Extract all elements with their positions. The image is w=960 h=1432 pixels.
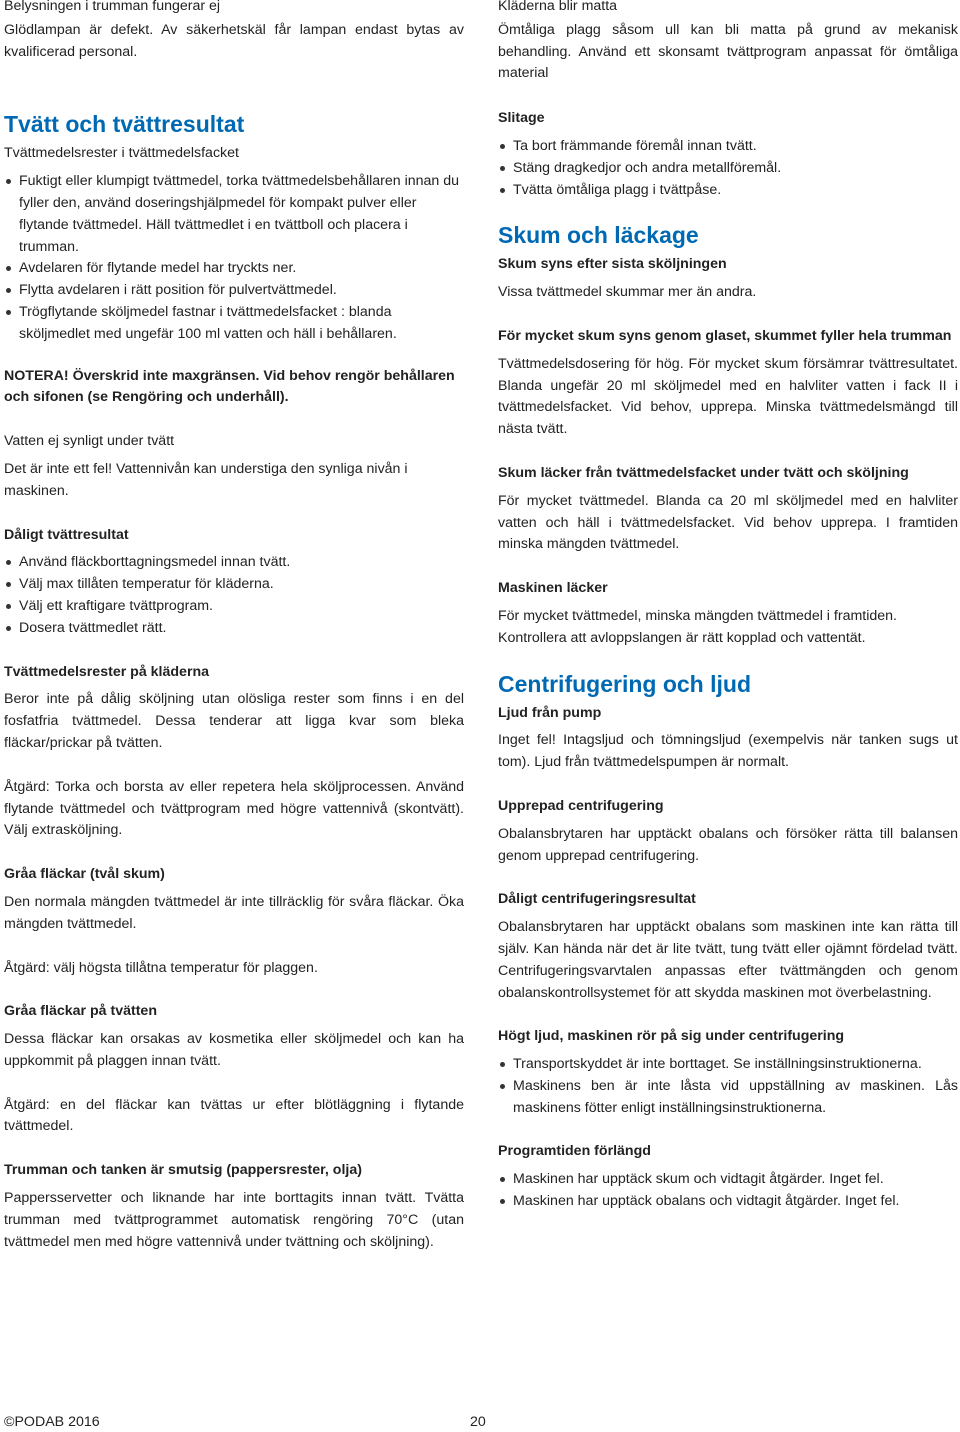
poor-spin-text: Obalansbrytaren har upptäckt obalans som maskinen inte kan rätta till själv. Kan hända när det är lite tvätt, tung tvätt eller ojämnt fördelad tvätt. Centrifugeringsvarvtalen anpassas efter tvättmängden och genom obalanskontrollsystemet för att skydda maskinen mot överbelastning.	[498, 919, 958, 1001]
list-item: Tvätta ömtåliga plagg i tvättpåse.	[498, 180, 958, 202]
page-number: 20	[470, 1414, 486, 1430]
machine-leak-heading: Maskinen läcker	[498, 580, 608, 597]
lamp-text: Glödlampan är defekt. Av säkerhetskäl får lampan endast bytas av kvalificerad personal.	[4, 21, 464, 60]
list-item: Maskinens ben är inte låsta vid uppställning av maskinen. Lås maskinens fötter enligt inställningsinstruktionerna.	[498, 1076, 958, 1120]
list-item: Maskinen har upptäck obalans och vidtagit åtgärder. Inget fel.	[498, 1191, 958, 1213]
poor-result-list	[4, 552, 464, 639]
detergent-residue-list	[4, 171, 464, 345]
repeat-spin-heading: Upprepad centrifugering	[498, 797, 664, 814]
list-item: Välj max tillåten temperatur för kläderna.	[4, 574, 464, 596]
list-item: Välj ett kraftigare tvättprogram.	[4, 596, 464, 618]
machine-leak-text: För mycket tvättmedel, minska mängden tvättmedel i framtiden. Kontrollera att avloppslangen är rätt kopplad och vattentät.	[498, 607, 897, 646]
wear-heading: Slitage	[498, 110, 545, 127]
list-item: Fuktigt eller klumpigt tvättmedel, torka tvättmedelsbehållaren innan du fyller den, använd doseringshjälpmedel för kompakt pulver eller flytande tvättmedel. Häll tvättmedlet i en tvättboll och placera i trumman.	[4, 171, 464, 258]
foam-section-title: Skum och läckage	[498, 222, 699, 249]
grey-soap-text: Den normala mängden tvättmedel är inte tillräcklig för svåra fläckar. Öka mängden tvättmedel.	[4, 893, 464, 932]
matte-heading: Kläderna blir matta	[498, 0, 618, 14]
lamp-heading: Belysningen i trumman fungerar ej	[4, 0, 221, 14]
detergent-residue-heading: Tvättmedelsrester i tvättmedelsfacket	[4, 145, 239, 162]
pump-text: Inget fel! Intagsljud och tömningsljud (exempelvis när tanken sugs ut tom). Ljud från tvättmedelspumpen är normalt.	[498, 732, 958, 771]
grey-wash-action: Åtgärd: en del fläckar kan tvättas ur efter blötläggning i flytande tvättmedel.	[4, 1096, 464, 1135]
list-item: Maskinen har upptäck skum och vidtagit åtgärder. Inget fel.	[498, 1169, 958, 1191]
list-item: Avdelaren för flytande medel har tryckts ner.	[4, 258, 464, 280]
clothes-residue-text: Beror inte på dålig sköljning utan olösliga rester som finns i en del fosfatfria tvättmedel. Dessa tenderar att ligga kvar som bleka fläckar/prickar på tvätten.	[4, 691, 464, 751]
footer-copyright: ©PODAB 2016	[4, 1414, 100, 1430]
spin-section-title: Centrifugering och ljud	[498, 670, 751, 697]
right-column	[498, 0, 958, 1213]
grey-wash-text: Dessa fläckar kan orsakas av kosmetika eller sköljmedel och kan ha uppkommit på plaggen innan tvätt.	[4, 1031, 464, 1069]
list-item: Ta bort främmande föremål innan tvätt.	[498, 136, 958, 158]
left-column	[4, 0, 464, 1253]
program-time-heading: Programtiden förlängd	[498, 1143, 651, 1160]
noise-list	[498, 1054, 958, 1119]
water-heading: Vatten ej synligt under tvätt	[4, 433, 175, 450]
foam-leak-text: För mycket tvättmedel. Blanda ca 20 ml sköljmedel med en halvliter vatten och häll i tvättmedelsfacket. Vid behov upprepa. I framtiden minska mängden tvättmedel.	[498, 492, 958, 553]
program-time-list	[498, 1169, 958, 1213]
foam-glass-text: Tvättmedelsdosering för hög. För mycket skum försämrar tvättresultatet. Blanda ungefär 20 ml sköljmedel med en halvliter vatten i fack II i tvättmedelsfacket. Vid behov, upprepa. Minska tvättmedelsmängd till nästa tvätt.	[498, 355, 958, 438]
list-item: Trögflytande sköljmedel fastnar i tvättmedelsfacket : blanda sköljmedlet med ungefär 100 ml vatten och häll i behållaren.	[4, 302, 464, 346]
list-item: Transportskyddet är inte borttaget. Se inställningsinstruktionerna.	[498, 1054, 958, 1076]
repeat-spin-text: Obalansbrytaren har upptäckt obalans och försöker rätta till balansen genom upprepad centrifugering.	[498, 825, 958, 864]
pump-heading: Ljud från pump	[498, 704, 602, 721]
poor-result-heading: Dåligt tvättresultat	[4, 526, 129, 543]
list-item: Stäng dragkedjor och andra metallföremål.	[498, 158, 958, 180]
foam-glass-heading: För mycket skum syns genom glaset, skummet fyller hela trumman	[498, 327, 952, 344]
clothes-residue-action: Åtgärd: Torka och borsta av eller repetera hela sköljprocessen. Använd flytande tvättmedel och tvättprogram med högre vattennivå (skontvätt). Välj extrasköljning.	[4, 778, 464, 839]
matte-text: Ömtåliga plagg såsom ull kan bli matta på grund av mekanisk behandling. Använd ett skonsamt tvättprogram anpassat för ömtåliga material	[498, 21, 958, 82]
clothes-residue-heading: Tvättmedelsrester på kläderna	[4, 663, 210, 680]
list-item: Dosera tvättmedlet rätt.	[4, 618, 464, 640]
dirty-drum-heading: Trumman och tanken är smutsig (pappersrester, olja)	[4, 1162, 362, 1179]
wash-section-title: Tvätt och tvättresultat	[4, 111, 245, 138]
list-item: Flytta avdelaren i rätt position för pulvertvättmedel.	[4, 280, 464, 302]
water-text: Det är inte ett fel! Vattennivån kan understiga den synliga nivån i maskinen.	[4, 460, 408, 499]
wear-list	[498, 136, 958, 201]
note-text: NOTERA! Överskrid inte maxgränsen. Vid behov rengör behållaren och sifonen (se Rengöring och underhåll).	[4, 367, 455, 406]
grey-wash-heading: Gråa fläckar på tvätten	[4, 1003, 157, 1020]
poor-spin-heading: Dåligt centrifugeringsresultat	[498, 891, 696, 908]
grey-soap-heading: Gråa fläckar (tvål skum)	[4, 866, 165, 883]
grey-soap-action: Åtgärd: välj högsta tillåtna temperatur för plaggen.	[4, 959, 318, 976]
list-item: Använd fläckborttagningsmedel innan tvätt.	[4, 552, 464, 574]
foam-last-rinse-heading: Skum syns efter sista sköljningen	[498, 256, 727, 273]
noise-heading: Högt ljud, maskinen rör på sig under centrifugering	[498, 1028, 845, 1045]
dirty-drum-text: Pappersservetter och liknande har inte borttagits innan tvätt. Tvätta trumman med tvättprogrammet automatisk rengöring 70°C (utan tvättmedel men med högre vattennivå under tvättning och sköljning).	[4, 1190, 464, 1250]
foam-leak-heading: Skum läcker från tvättmedelsfacket under tvätt och sköljning	[498, 464, 909, 481]
foam-last-rinse-text: Vissa tvättmedel skummar mer än andra.	[498, 284, 757, 301]
